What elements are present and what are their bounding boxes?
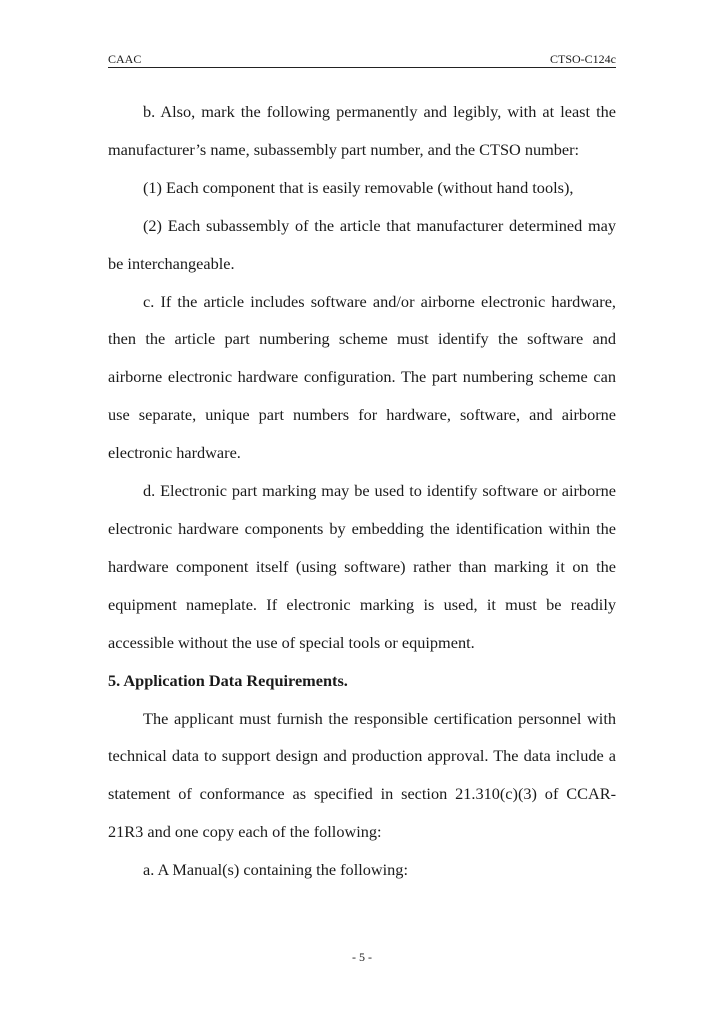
document-body (108, 93, 616, 889)
section-heading-5: 5. Application Data Requirements. (108, 670, 348, 690)
header-document-id: CTSO-C124c (550, 52, 616, 66)
page-number: - 5 - (352, 950, 372, 964)
paragraph-5a: a. A Manual(s) containing the following: (143, 860, 408, 880)
paragraph-c: c. If the article includes software and/or airborne electronic hardware, then the article part numbering scheme must identify the software and airborne electronic hardware configuration. The part numbering scheme can use separate, unique part numbers for hardware, software, and airborne electronic hardware. (108, 291, 616, 463)
page-header (108, 52, 616, 68)
paragraph-b1: (1) Each component that is easily removable (without hand tools), (143, 177, 574, 197)
paragraph-b2: (2) Each subassembly of the article that manufacturer determined may be interchangeable. (108, 215, 616, 273)
paragraph-b: b. Also, mark the following permanently and legibly, with at least the manufacturer’s name, subassembly part number, and the CTSO number: (108, 102, 616, 159)
header-organization: CAAC (108, 52, 142, 66)
header-divider (108, 67, 616, 68)
paragraph-d: d. Electronic part marking may be used to identify software or airborne electronic hardware components by embedding the identification within the hardware component itself (using software) rather than marking it on the equipment nameplate. If electronic marking is used, it must be readily accessible without the use of special tools or equipment. (108, 481, 616, 652)
paragraph-5: The applicant must furnish the responsible certification personnel with technical data to support design and production approval. The data include a statement of conformance as specified in section 21.310(c)(3) of CCAR-21R3 and one copy each of the following: (108, 708, 616, 842)
